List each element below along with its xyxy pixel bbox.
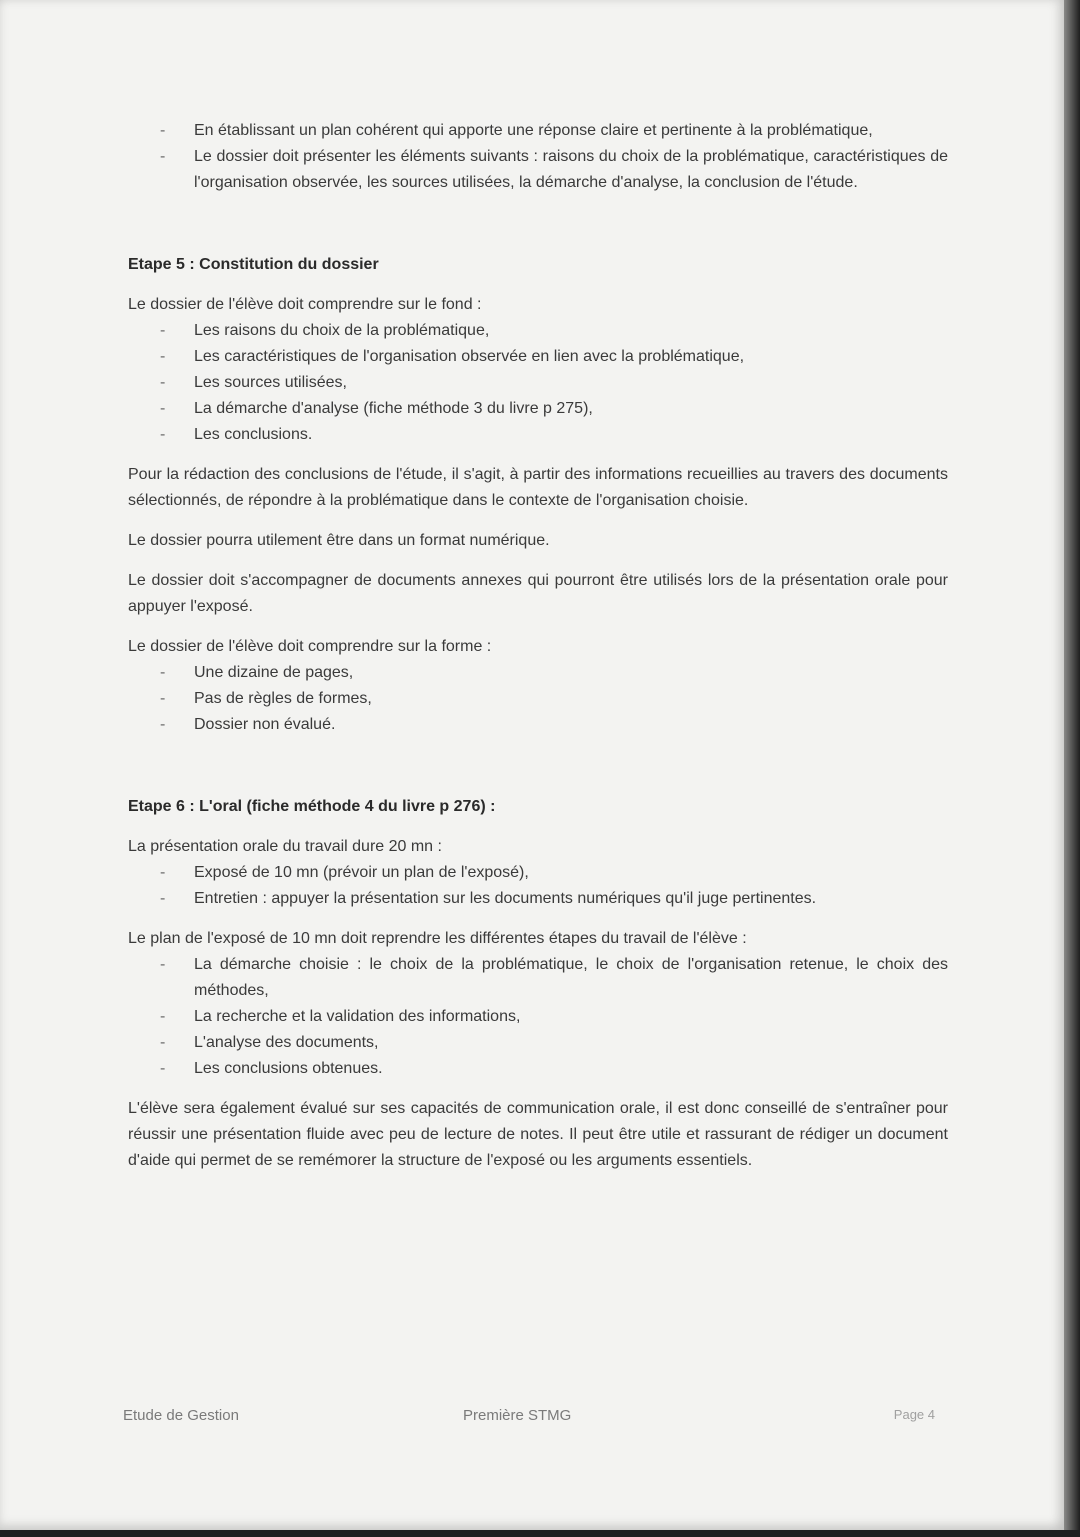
list-item: - Les conclusions. (194, 422, 948, 448)
form-bullet-list (128, 660, 948, 738)
list-item: - La recherche et la validation des informations, (194, 1004, 948, 1030)
annexes-paragraph: Le dossier doit s'accompagner de documents annexes qui pourront être utilisés lors de la présentation orale pour appuyer l'exposé. (128, 572, 948, 615)
etape5-heading: Etape 5 : Constitution du dossier (128, 256, 379, 273)
page-bottom-edge (0, 1530, 1080, 1537)
list-item: - Une dizaine de pages, (194, 660, 948, 686)
list-item: - Les conclusions obtenues. (194, 1056, 948, 1082)
list-item: - Dossier non évalué. (194, 712, 948, 738)
list-item: - En établissant un plan cohérent qui apporte une réponse claire et pertinente à la problématique, (194, 118, 948, 144)
list-item: - La démarche d'analyse (fiche méthode 3 du livre p 275), (194, 396, 948, 422)
etape5-intro: Le dossier de l'élève doit comprendre sur le fond : (128, 296, 482, 313)
page-edge-shadow (1064, 0, 1080, 1537)
closing-paragraph: L'élève sera également évalué sur ses capacités de communication orale, il est donc conseillé de s'entraîner pour réussir une présentation fluide avec peu de lecture de notes. Il peut être utile et rassurant de rédiger un document d'aide qui permet de se remémorer la structure de l'exposé ou les arguments essentiels. (128, 1100, 948, 1169)
list-item: - La démarche choisie : le choix de la problématique, le choix de l'organisation retenue, le choix des méthodes, (194, 952, 948, 1004)
footer-page-number: Page 4 (893, 1407, 935, 1422)
etape5-bullet-list (128, 318, 948, 448)
list-item: - Entretien : appuyer la présentation sur les documents numériques qu'il juge pertinentes. (194, 886, 948, 912)
conclusions-paragraph: Pour la rédaction des conclusions de l'étude, il s'agit, à partir des informations recueillies au travers des documents sélectionnés, de répondre à la problématique dans le contexte de l'organisation choisie. (128, 466, 948, 509)
list-item: - Exposé de 10 mn (prévoir un plan de l'exposé), (194, 860, 948, 886)
list-item: - Les raisons du choix de la problématique, (194, 318, 948, 344)
list-item: - Les sources utilisées, (194, 370, 948, 396)
page-footer (123, 1407, 935, 1431)
intro-bullet-list (128, 118, 948, 196)
footer-class: Première STMG (463, 1407, 572, 1424)
form-intro: Le dossier de l'élève doit comprendre sur la forme : (128, 638, 492, 655)
list-item: - L'analyse des documents, (194, 1030, 948, 1056)
footer-course: Etude de Gestion (123, 1407, 239, 1424)
plan-bullet-list (128, 952, 948, 1082)
etape6-heading: Etape 6 : L'oral (fiche méthode 4 du livre p 276) : (128, 798, 496, 815)
list-item: - Pas de règles de formes, (194, 686, 948, 712)
etape6-intro: La présentation orale du travail dure 20 mn : (128, 838, 442, 855)
plan-intro: Le plan de l'exposé de 10 mn doit reprendre les différentes étapes du travail de l'élève : (128, 930, 747, 947)
etape6-bullet-list (128, 860, 948, 912)
format-paragraph: Le dossier pourra utilement être dans un format numérique. (128, 532, 550, 549)
list-item: - Le dossier doit présenter les éléments suivants : raisons du choix de la problématique, caractéristiques de l'organisation observée, les sources utilisées, la démarche d'analyse, la conclusion de l'étude. (194, 144, 948, 196)
page-content (128, 118, 948, 1174)
list-item: - Les caractéristiques de l'organisation observée en lien avec la problématique, (194, 344, 948, 370)
